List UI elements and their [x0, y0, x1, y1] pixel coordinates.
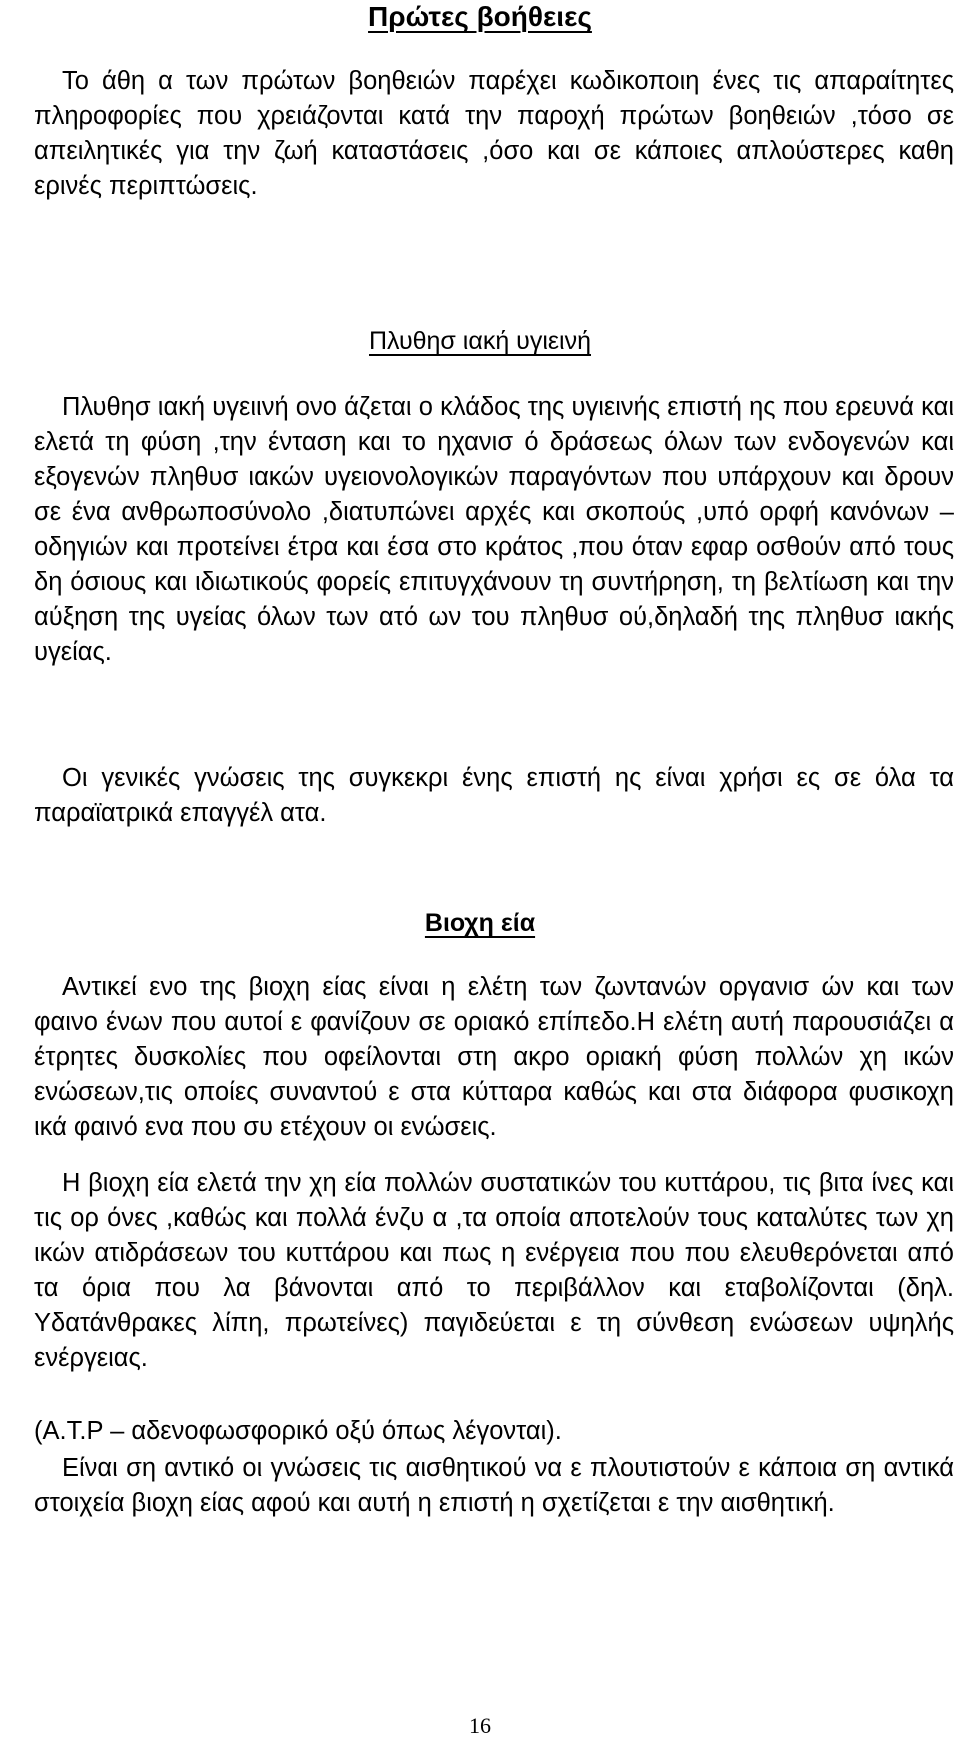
paragraph-biochemistry-study: Η βιοχη εία ελετά την χη εία πολλών συστατικών του κυττάρου, τις βιτα ίνες και τις ορ όνες ,καθώς και πολλά ένζυ α ,τα οποία αποτελούν τους καταλύτες των χη ικών ατιδράσεων του κυττάρου και πως η ενέργεια που που ελευθερόνεται από τα όρια που λα βάνονται από το περιβάλλον και εταβολίζονται (δηλ. Υδατάνθρακες λίπη, πρωτείνες) παγιδεύεται ε τη σύνθεση ενώσεων υψηλής ενέργειας.	[34, 1169, 954, 1372]
paragraph-biochemistry-aesthetics: Είναι ση αντικό οι γνώσεις τις αισθητικού να ε πλουτιστούν ε κάποια ση αντικά στοιχεία βιοχη είας αφού και αυτή η επιστή η σχετίζεται ε την αισθητική.	[34, 1454, 954, 1517]
page-number: 16	[469, 1713, 491, 1738]
section-title-public-health: Πλυθησ ιακή υγιεινή	[369, 327, 591, 355]
paragraph-biochemistry-atp-note: (Α.Τ.Ρ – αδενοφωσφορικό οξύ όπως λέγονται).	[34, 1417, 562, 1445]
section-title-biochemistry: Βιοχη εία	[424, 909, 536, 937]
paragraph-public-health-usefulness: Οι γενικές γνώσεις της συγκεκρι ένης επιστή ης είναι χρήσι ες σε όλα τα παραϊατρικά επαγγέλ ατα.	[34, 764, 954, 827]
paragraph-first-aid-intro: Το άθη α των πρώτων βοηθειών παρέχει κωδικοποιη ένες τις απαραίτητες πληροφορίες που χρειάζονται κατά την παροχή πρώτων βοηθειών ,τόσο σε απειλητικές για την ζωή καταστάσεις ,όσο και σε κάποιες απλούστερες καθη ερινές περιπτώσεις.	[34, 67, 954, 200]
paragraph-biochemistry-subject: Αντικεί ενο της βιοχη είας είναι η ελέτη των ζωντανών οργανισ ών και των φαινο ένων που αυτοί ε φανίζουν σε οριακό επίπεδο.Η ελέτη αυτή παρουσιάζει α έτρητες δυσκολίες που οφείλονται στη ακρο οριακή φύση πολλών χη ικών ενώσεων,τις οποίες συναντού ε στα κύτταρα καθώς και στα διάφορα φυσικοχη ικά φαινό ενα που συ ετέχουν οι ενώσεις.	[34, 973, 954, 1141]
section-title-first-aid: Πρώτες βοήθειες	[368, 1, 592, 32]
paragraph-public-health-definition: Πλυθησ ιακή υγειινή ονο άζεται ο κλάδος της υγιεινής επιστή ης που ερευνά και ελετά τη φύση ,την ένταση και το ηχανισ ό δράσεως όλων των ενδογενών και εξογενών πληθυσ ιακών υγειονολογικών παραγόντων που υπάρχουν και δρουν σε ένα ανθρωποσύνολο ,διατυπώνει αρχές και σκοπούς ,υπό ορφή κανόνων –οδηγιών και προτείνει έτρα και έσα στο κράτος ,που όταν εφαρ οσθούν από τους δη όσιους και ιδιωτικούς φορείς επιτυγχάνουν τη συντήρηση, τη βελτίωση και την αύξηση της υγείας όλων των ατό ων του πληθυσ ού,δηλαδή της πληθυσ ιακής υγείας.	[34, 393, 954, 666]
